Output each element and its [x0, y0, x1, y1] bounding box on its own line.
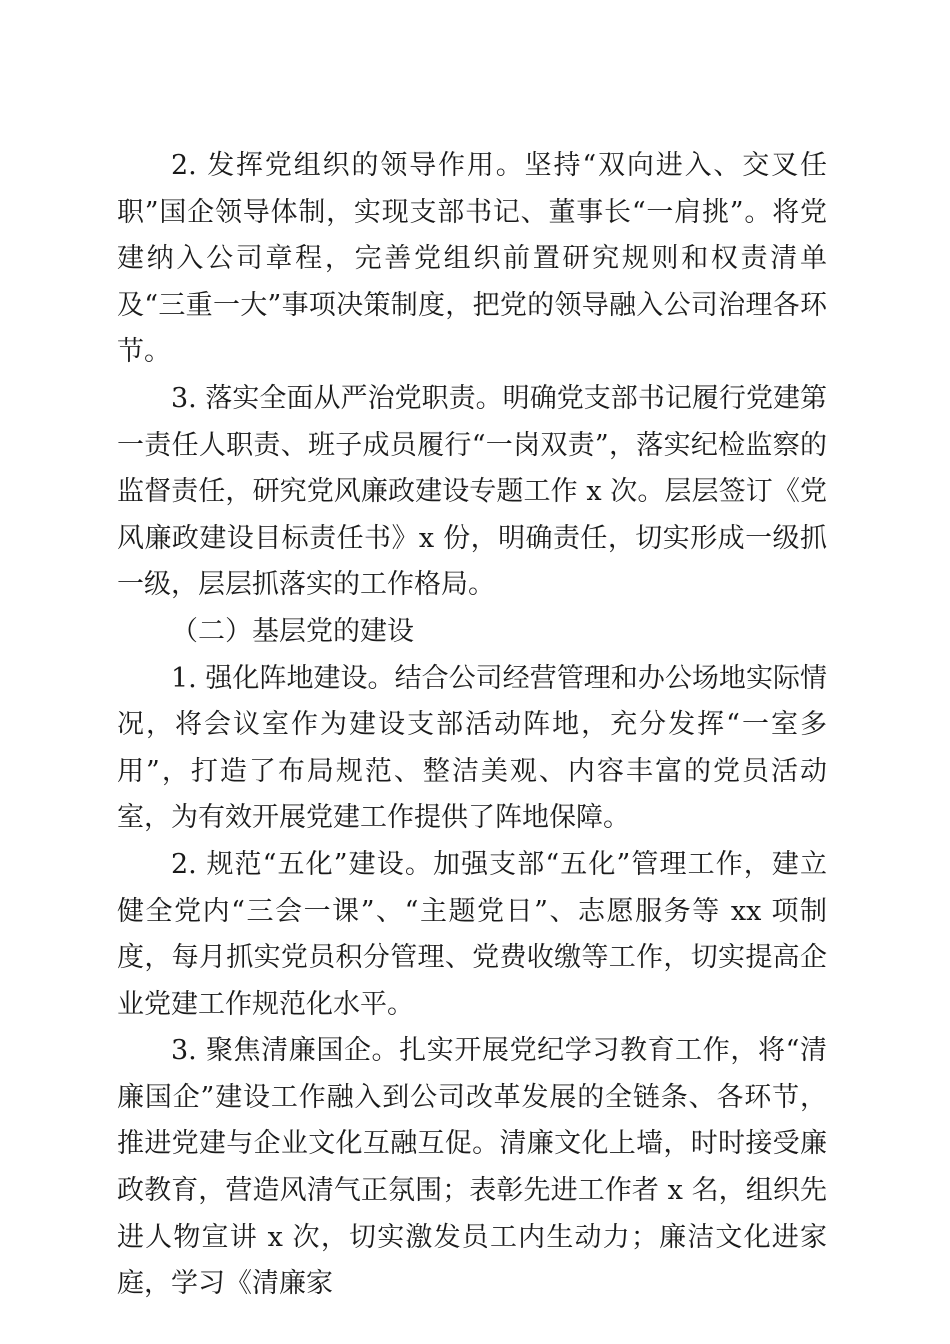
- paragraph-leadership-role: 2. 发挥党组织的领导作用。坚持“双向进入、交叉任职”国企领导体制，实现支部书记、董事长“一肩挑”。将党建纳入公司章程，完善党组织前置研究规则和权责清单及“三重一大”事项决策制度，把党的领导融入公司治理各环节。: [117, 150, 827, 368]
- paragraph-five-standards: 2. 规范“五化”建设。加强支部“五化”管理工作，建立健全党内“三会一课”、“主题党日”、志愿服务等 xx 项制度，每月抓实党员积分管理、党费收缴等工作，切实提高企业党建工作规范化水平。: [117, 848, 827, 1020]
- paragraph-position-building: 1. 强化阵地建设。结合公司经营管理和办公场地实际情况，将会议室作为建设支部活动阵地，充分发挥“一室多用”，打造了布局规范、整洁美观、内容丰富的党员活动室，为有效开展党建工作提供了阵地保障。: [117, 662, 827, 834]
- section-heading: （二）基层党的建设: [171, 615, 414, 647]
- paragraph-party-discipline: 3. 落实全面从严治党职责。明确党支部书记履行党建第一责任人职责、班子成员履行“一岗双责”，落实纪检监察的监督责任，研究党风廉政建设专题工作 x 次。层层签订《党风廉政建设目标责任书》x 份，明确责任，切实形成一级抓一级，层层抓落实的工作格局。: [117, 382, 827, 601]
- document-body: [117, 143, 827, 1308]
- paragraph-clean-soe: 3. 聚焦清廉国企。扎实开展党纪学习教育工作，将“清廉国企”建设工作融入到公司改革发展的全链条、各环节，推进党建与企业文化互融互促。清廉文化上墙，时时接受廉政教育，营造风清气正氛围；表彰先进工作者 x 名，组织先进人物宣讲 x 次，切实激发员工内生动力；廉洁文化进家庭，学习《清廉家: [117, 1035, 827, 1300]
